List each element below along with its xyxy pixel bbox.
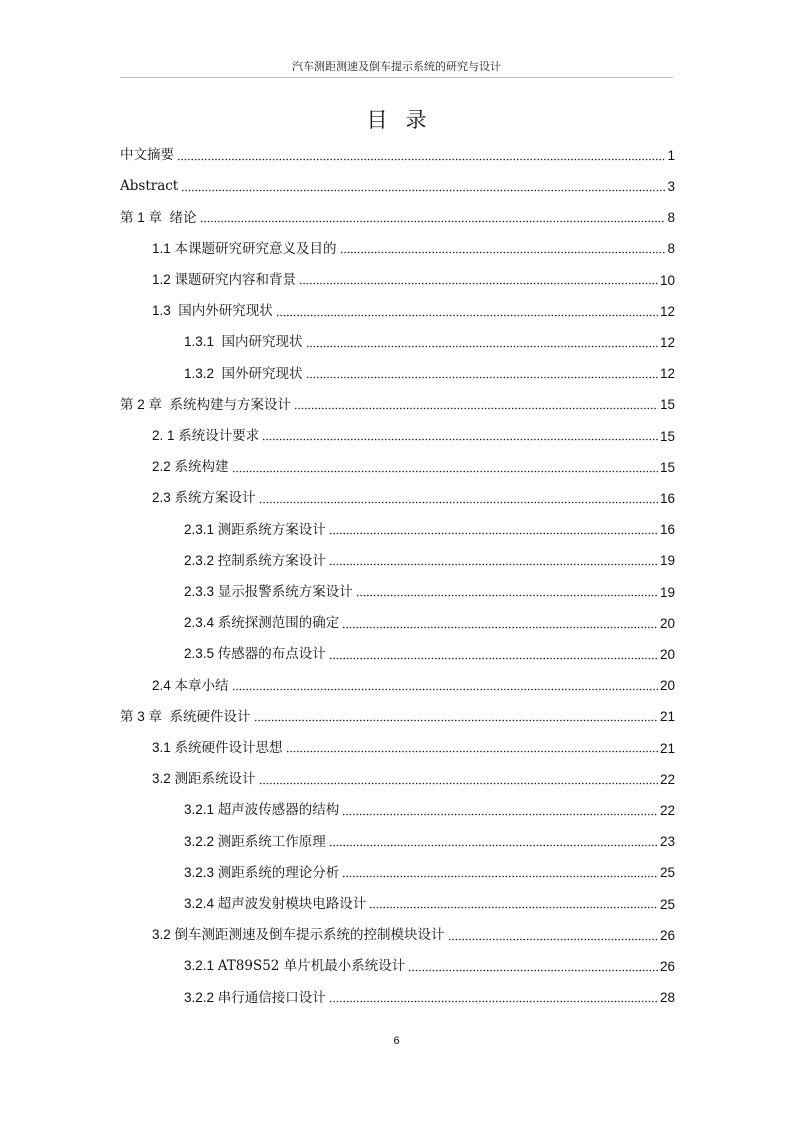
toc-entry[interactable] <box>120 951 675 982</box>
toc-entry[interactable] <box>120 140 675 171</box>
toc-entry-label <box>184 335 304 350</box>
toc-entry-title: AT89S52 单片机最小系统设计 <box>217 958 406 975</box>
toc-entry[interactable] <box>120 733 675 764</box>
toc-entry-title: 系统构建 <box>174 459 229 476</box>
toc-entry-number: 3.1 <box>152 740 175 756</box>
toc-entry-number: 1.2 <box>152 272 175 288</box>
toc-entry-number: 2.3.2 <box>184 552 218 568</box>
toc-entry-number: 1.3 <box>152 303 179 319</box>
toc-entry-label <box>152 273 297 288</box>
toc-leader-dots <box>232 463 658 473</box>
header-rule <box>120 77 673 78</box>
toc-entry-number: 1.1 <box>152 240 175 256</box>
toc-entry-number: 3.2.1 <box>184 802 218 818</box>
toc-leader-dots <box>342 868 658 878</box>
toc-entry-label <box>152 741 284 756</box>
toc-leader-dots <box>286 743 658 753</box>
toc-entry-number: 3.2.2 <box>184 833 218 849</box>
toc-entry[interactable] <box>120 483 675 514</box>
toc-entry-label <box>184 803 340 818</box>
toc-entry-page: 19 <box>659 584 675 600</box>
toc-entry-number: 1.3.1 <box>184 334 222 350</box>
running-header: 汽车测距测速及倒车提示系统的研究与设计 <box>292 60 501 73</box>
toc-leader-dots <box>294 400 658 410</box>
toc-entry[interactable] <box>120 577 675 608</box>
toc-entry-number: 2.3.1 <box>184 521 218 537</box>
toc-entry-page: 26 <box>659 958 675 974</box>
toc-entry-title: 测距系统的理论分析 <box>217 864 340 881</box>
toc-entry-page: 8 <box>667 241 675 257</box>
toc-entry-page: 12 <box>659 303 675 319</box>
toc-entry-number: 2.3.3 <box>184 584 218 600</box>
toc-entry[interactable] <box>120 234 675 265</box>
toc-entry-page: 15 <box>659 397 675 413</box>
toc-entry[interactable] <box>120 608 675 639</box>
toc-entry-page: 21 <box>659 709 675 725</box>
toc-entry-page: 25 <box>659 896 675 912</box>
toc-entry[interactable] <box>120 202 675 233</box>
toc-entry-page: 16 <box>659 490 675 506</box>
toc-entry-number: 3.2 <box>152 771 175 787</box>
toc-entry-page: 19 <box>659 553 675 569</box>
toc-entry[interactable] <box>120 858 675 889</box>
toc-entry-label <box>152 491 257 506</box>
toc-entry-title: Abstract <box>120 177 179 194</box>
toc-entry[interactable] <box>120 982 675 1013</box>
toc-entry-number: 3.2.3 <box>184 864 218 880</box>
toc-entry[interactable] <box>120 327 675 358</box>
toc-entry-page: 28 <box>659 990 675 1006</box>
toc-entry-page: 10 <box>659 272 675 288</box>
toc-entry-title: 倒车测距测速及倒车提示系统的控制模块设计 <box>174 927 445 944</box>
toc-entry-page: 23 <box>659 834 675 850</box>
toc-entry[interactable] <box>120 795 675 826</box>
toc-entry-label <box>152 772 257 787</box>
toc-entry-title: 系统设计要求 <box>178 428 260 445</box>
toc-entry[interactable] <box>120 889 675 920</box>
toc-entry-page: 20 <box>659 678 675 694</box>
toc-entry-title: 绪论 <box>169 209 197 226</box>
toc-entry-page: 20 <box>659 615 675 631</box>
toc-entry-page: 15 <box>659 428 675 444</box>
toc-leader-dots <box>200 213 666 223</box>
toc-entry-page: 3 <box>667 178 675 194</box>
toc-entry[interactable] <box>120 670 675 701</box>
toc-leader-dots <box>262 431 658 441</box>
toc-entry-title: 测距系统方案设计 <box>217 521 326 538</box>
toc-entry-label <box>152 429 260 444</box>
toc-entry-title: 超声波发射模块电路设计 <box>217 896 367 913</box>
toc-leader-dots <box>329 525 658 535</box>
toc-entry-label <box>184 647 327 662</box>
toc-entry-page: 21 <box>659 740 675 756</box>
toc-entry-number: 3.2 <box>152 927 175 943</box>
toc-entry[interactable] <box>120 920 675 951</box>
toc-entry-title: 系统探测范围的确定 <box>217 615 340 632</box>
toc-entry-label <box>120 211 198 226</box>
toc-leader-dots <box>306 369 658 379</box>
toc-entry-page: 20 <box>659 646 675 662</box>
toc-leader-dots <box>329 993 658 1003</box>
toc-entry-title: 控制系统方案设计 <box>217 552 326 569</box>
toc-entry-label <box>120 146 175 163</box>
toc-leader-dots <box>408 962 658 972</box>
toc-entry-page: 22 <box>659 771 675 787</box>
toc-entry[interactable] <box>120 452 675 483</box>
toc-entry-label <box>152 679 230 694</box>
toc-entry-label <box>120 398 292 413</box>
toc-entry[interactable] <box>120 421 675 452</box>
toc-entry-page: 12 <box>659 366 675 382</box>
toc-entry[interactable] <box>120 514 675 545</box>
toc-entry-number: 3.2.1 <box>184 958 218 974</box>
toc-entry-number: 1.3.2 <box>184 365 222 381</box>
toc-entry-label <box>152 304 274 319</box>
toc-entry[interactable] <box>120 390 675 421</box>
toc-leader-dots <box>254 712 658 722</box>
toc-entry[interactable] <box>120 171 675 202</box>
toc-entry-label <box>120 177 179 194</box>
toc-entry-title: 本章小结 <box>174 677 229 694</box>
toc-entry-number: 第 2 章 <box>120 396 170 412</box>
toc-leader-dots <box>276 307 658 317</box>
toc-entry-title: 传感器的布点设计 <box>217 646 326 663</box>
toc-leader-dots <box>448 931 658 941</box>
toc-leader-dots <box>306 338 658 348</box>
toc-leader-dots <box>340 244 666 254</box>
toc-entry-title: 课题研究内容和背景 <box>174 272 297 289</box>
toc-entry-title: 中文摘要 <box>120 146 174 163</box>
toc-leader-dots <box>342 619 658 629</box>
toc-entry-label <box>120 710 252 725</box>
toc-leader-dots <box>329 556 658 566</box>
toc-entry-number: 2.3.4 <box>184 615 218 631</box>
page-title: 目录 <box>366 108 445 132</box>
toc-entry[interactable] <box>120 826 675 857</box>
toc-entry-number: 3.2.4 <box>184 896 218 912</box>
toc-entry-number: 2. 1 <box>152 428 179 444</box>
toc-leader-dots <box>232 681 658 691</box>
toc-entry[interactable] <box>120 265 675 296</box>
toc-entry-label <box>184 367 304 382</box>
toc-entry-title: 系统构建与方案设计 <box>169 396 292 413</box>
toc-entry-label <box>184 866 340 881</box>
toc-entry-page: 1 <box>667 147 675 163</box>
toc-entry-label <box>152 242 338 257</box>
toc-entry-label <box>152 460 230 475</box>
toc-leader-dots <box>356 587 658 597</box>
toc-leader-dots <box>369 899 658 909</box>
toc-entry-label <box>152 928 446 943</box>
toc-leader-dots <box>259 494 658 504</box>
toc-entry-page: 12 <box>659 334 675 350</box>
toc-entry-title: 国外研究现状 <box>221 365 303 382</box>
toc-entry-number: 2.2 <box>152 459 175 475</box>
toc-entry-number: 3.2.2 <box>184 989 218 1005</box>
toc-entry-label <box>184 616 340 631</box>
toc-leader-dots <box>181 182 665 192</box>
toc-entry-title: 超声波传感器的结构 <box>217 802 340 819</box>
toc-entry-page: 26 <box>659 927 675 943</box>
toc-entry-page: 25 <box>659 865 675 881</box>
toc-entry-title: 国内研究现状 <box>221 334 303 351</box>
toc-entry[interactable] <box>120 296 675 327</box>
toc-entry-number: 第 1 章 <box>120 209 170 225</box>
toc-entry-title: 测距系统工作原理 <box>217 833 326 850</box>
toc-entry[interactable] <box>120 639 675 670</box>
toc-entry[interactable] <box>120 764 675 795</box>
toc-entry-title: 测距系统设计 <box>174 771 256 788</box>
toc-entry-title: 系统硬件设计 <box>169 708 251 725</box>
toc-leader-dots <box>329 650 658 660</box>
toc-entry-label <box>184 959 406 974</box>
toc-entry-label <box>184 835 327 850</box>
toc-entry-title: 显示报警系统方案设计 <box>217 584 353 601</box>
toc-entry[interactable] <box>120 702 675 733</box>
toc-entry-page: 16 <box>659 522 675 538</box>
toc-entry-page: 15 <box>659 459 675 475</box>
toc-entry-title: 系统硬件设计思想 <box>174 740 283 757</box>
toc-entry-title: 系统方案设计 <box>174 490 256 507</box>
toc-entry[interactable] <box>120 358 675 389</box>
toc-entry-number: 2.3.5 <box>184 646 218 662</box>
toc-entry-label <box>184 585 354 600</box>
toc-entry-label <box>184 991 327 1006</box>
toc-leader-dots <box>177 151 665 161</box>
toc-entry-title: 国内外研究现状 <box>178 303 273 320</box>
toc-entry-page: 8 <box>667 210 675 226</box>
toc-entry-title: 本课题研究研究意义及目的 <box>174 240 337 257</box>
toc-leader-dots <box>329 837 658 847</box>
toc-entry-page: 22 <box>659 802 675 818</box>
toc-entry-number: 第 3 章 <box>120 708 170 724</box>
toc-entry-number: 2.3 <box>152 490 175 506</box>
page-number: 6 <box>393 1035 400 1047</box>
toc-entry-label <box>184 554 327 569</box>
toc-entry-number: 2.4 <box>152 677 175 693</box>
toc-entry-label <box>184 523 327 538</box>
toc-leader-dots <box>342 806 658 816</box>
toc-entry-title: 串行通信接口设计 <box>217 989 326 1006</box>
toc-leader-dots <box>299 275 658 285</box>
toc-entry[interactable] <box>120 546 675 577</box>
toc-leader-dots <box>259 775 658 785</box>
toc-entry-label <box>184 897 367 912</box>
